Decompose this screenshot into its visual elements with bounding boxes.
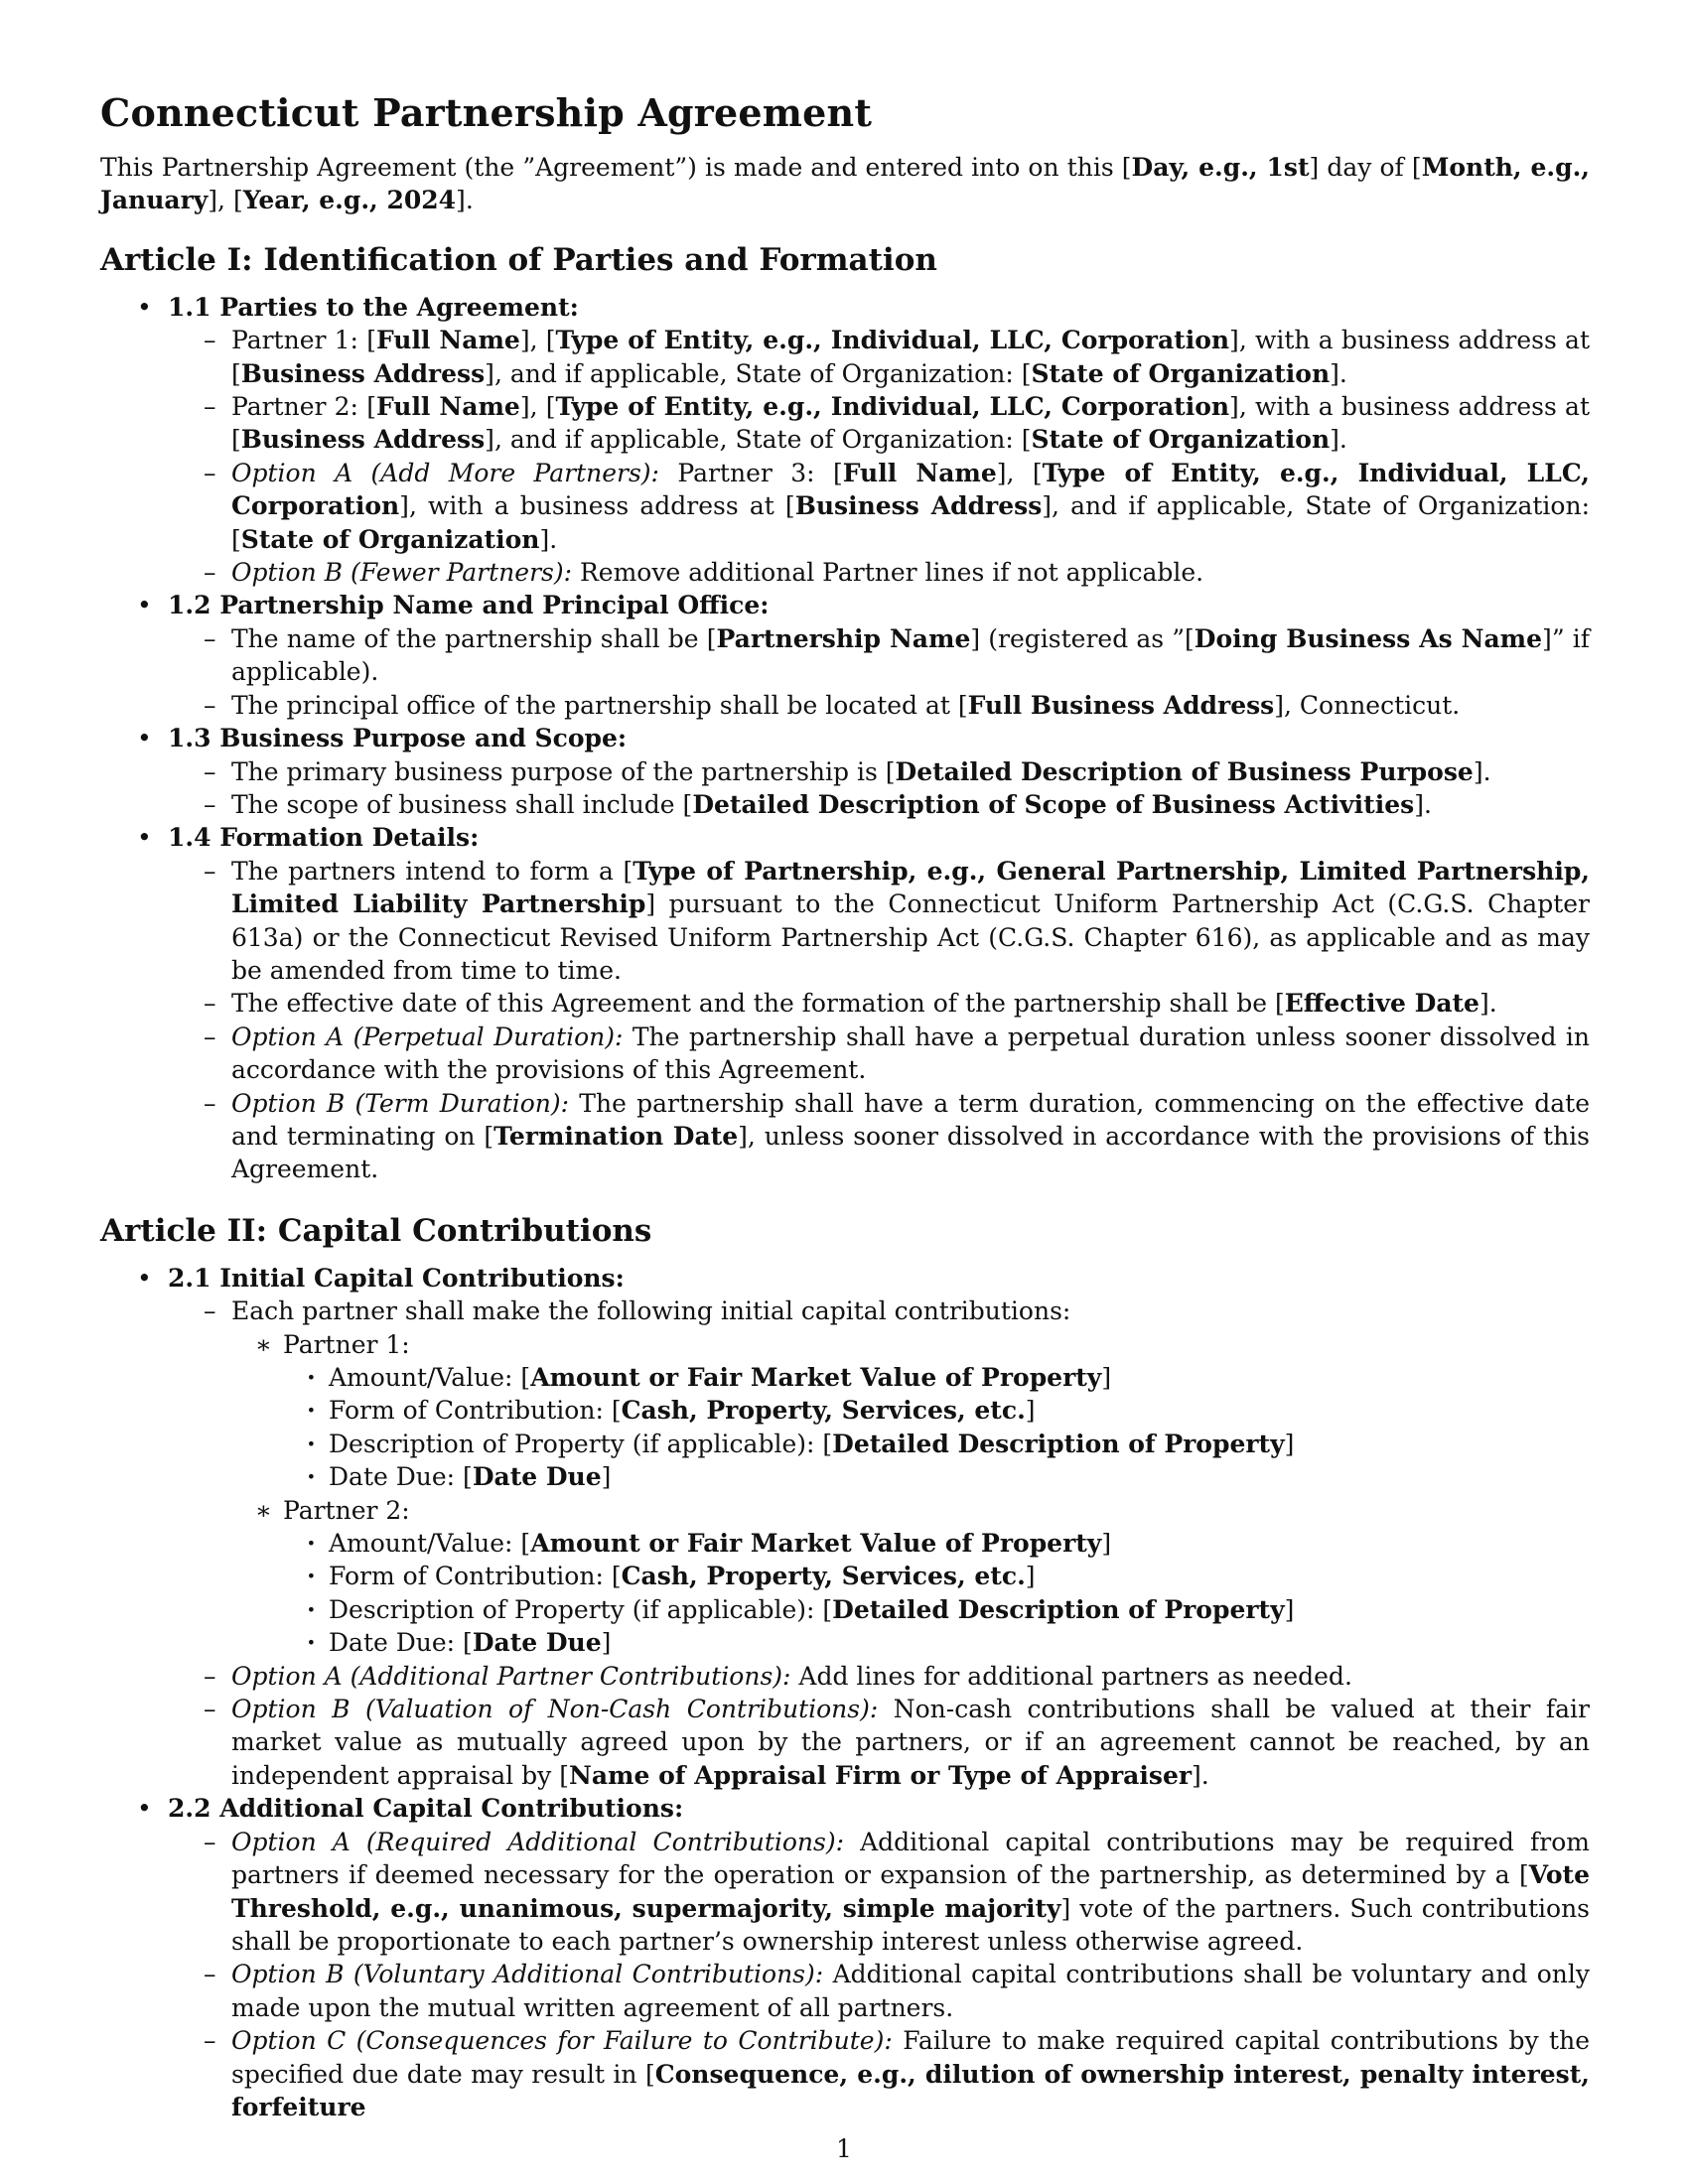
partnership-name-line: – The name of the partnership shall be [Partnership Name] (registered as ”[Doing Business As Name]” if applicable). xyxy=(168,622,1590,689)
amount-line: · Amount/Value: [Amount or Fair Market Value of Property] xyxy=(283,1527,1590,1560)
placeholder: Full Name xyxy=(375,326,520,355)
form-line: · Form of Contribution: [Cash, Property, Services, etc.] xyxy=(283,1560,1590,1592)
principal-office-line: – The principal office of the partnership shall be located at [Full Business Address], Connecticut. xyxy=(168,689,1590,722)
section-1-3 xyxy=(100,722,1590,821)
option-label: Option A (Additional Partner Contributions): xyxy=(231,1661,791,1691)
intro-paragraph: This Partnership Agreement (the ”Agreement”) is made and entered into on this [Day, e.g., 1st] day of [Month, e.g., January], [Year, e.g., 2024]. xyxy=(100,153,1590,215)
section-heading: 1.2 Partnership Name and Principal Office: xyxy=(168,591,770,620)
section-1-4 xyxy=(100,821,1590,1185)
section-2-2 xyxy=(100,1792,1590,2123)
section-1-1 xyxy=(100,291,1590,590)
section-items xyxy=(104,755,1590,822)
placeholder: Amount or Fair Market Value of Property xyxy=(530,1363,1102,1392)
section-2-1 xyxy=(100,1262,1590,1793)
placeholder: Date Due xyxy=(472,1462,602,1492)
option-label: Option B (Voluntary Additional Contributions): xyxy=(231,1960,824,1989)
partner-2-line: – Partner 2: [Full Name], [Type of Entity, e.g., Individual, LLC, Corporation], with a business address at [Business Address], and if applicable, State of Organization: [State of Organization]. xyxy=(168,390,1590,457)
article-2-heading: Article II: Capital Contributions xyxy=(100,1212,652,1249)
option-b-term: – Option B (Term Duration): The partnership shall have a term duration, commencing on the effective date and terminating on [Termination Date], unless sooner dissolved in accordance with the provisions of this Agreement. xyxy=(168,1087,1590,1186)
contribution-details xyxy=(283,1527,1590,1660)
initial-contributions-intro: – Each partner shall make the following initial capital contributions: ∗ Partner 1: · Amount/Value: [Amount or Fair Market Value of Property] · Form of Contribution: [Cash, Property, Services, etc.] · Description of Property (if applicable): [Detailed Description of Property] · Date Due: [Date Due] ∗ Partner 2: · Amount/Value: [Amount or Fair Market Value of Property] · Form of Contribution: [Cash, Property, Services, etc.] · Description of Property (if applicable): [Detailed Description of Property] · Date Due: [Date Due] xyxy=(168,1295,1590,1659)
section-items xyxy=(104,324,1590,589)
section-items xyxy=(104,855,1590,1186)
placeholder: Type of Entity, e.g., Individual, LLC, Corporation xyxy=(231,458,1590,521)
article-2-sections xyxy=(100,1262,1590,2124)
section-1-2 xyxy=(100,589,1590,722)
description-line: · Description of Property (if applicable): [Detailed Description of Property] xyxy=(283,1593,1590,1626)
section-heading: 1.1 Parties to the Agreement: xyxy=(168,292,579,322)
placeholder: Business Address xyxy=(240,425,486,455)
placeholder: State of Organization xyxy=(1031,358,1331,388)
placeholder: Full Name xyxy=(842,458,997,487)
placeholder: Detailed Description of Scope of Business Activities xyxy=(692,789,1415,819)
partner-contributions xyxy=(231,1328,1590,1660)
section-items xyxy=(104,622,1590,722)
effective-date-line: – The effective date of this Agreement and the formation of the partnership shall be [Effective Date]. xyxy=(168,987,1590,1020)
year-placeholder: Year, e.g., 2024 xyxy=(242,186,457,215)
option-label: Option B (Fewer Partners): xyxy=(231,558,573,588)
placeholder: Full Name xyxy=(375,392,520,422)
placeholder: Amount or Fair Market Value of Property xyxy=(530,1529,1102,1559)
section-items xyxy=(104,1295,1590,1792)
placeholder: Cash, Property, Services, etc. xyxy=(621,1396,1026,1426)
placeholder: Termination Date xyxy=(493,1121,739,1151)
business-scope-line: – The scope of business shall include [Detailed Description of Scope of Business Activities]. xyxy=(168,788,1590,821)
option-a-more-partners: – Option A (Add More Partners): Partner 3: [Full Name], [Type of Entity, e.g., Individual, LLC, Corporation], with a business address at [Business Address], and if applicable, State of Organization: [State of Organization]. xyxy=(168,457,1590,556)
placeholder: Business Address xyxy=(794,491,1043,521)
placeholder: Partnership Name xyxy=(716,623,971,653)
placeholder: Business Address xyxy=(240,358,486,388)
section-heading: 1.3 Business Purpose and Scope: xyxy=(168,724,628,753)
section-items xyxy=(104,1826,1590,2124)
placeholder: Vote Threshold, e.g., unanimous, supermajority, simple majority xyxy=(231,1860,1590,1923)
placeholder: Cash, Property, Services, etc. xyxy=(621,1562,1026,1591)
day-placeholder: Day, e.g., 1st xyxy=(1131,153,1310,182)
option-label: Option B (Term Duration): xyxy=(231,1088,570,1118)
month-placeholder: Month, e.g., January xyxy=(100,153,1590,215)
placeholder: State of Organization xyxy=(1031,425,1331,455)
placeholder: Detailed Description of Property xyxy=(832,1429,1285,1458)
intro-text: , xyxy=(217,186,233,215)
option-a-required: – Option A (Required Additional Contributions): Additional capital contributions may be required from partners if deemed necessary for the operation or expansion of the partnership, as determined by a [Vote Threshold, e.g., unanimous, supermajority, simple majority] vote of the partners. Such contributions shall be proportionate to each partner’s ownership interest unless otherwise agreed. xyxy=(168,1826,1590,1959)
option-c-consequences: – Option C (Consequences for Failure to Contribute): Failure to make required capital contributions by the specified due date may result in [Consequence, e.g., dilution of ownership interest, penalty interest, forfeiture xyxy=(168,2024,1590,2123)
article-1-heading: Article I: Identification of Parties and Formation xyxy=(100,241,937,278)
placeholder: Name of Appraisal Firm or Type of Appraiser xyxy=(568,1760,1193,1790)
placeholder: Detailed Description of Property xyxy=(832,1594,1285,1624)
placeholder: Type of Entity, e.g., Individual, LLC, Corporation xyxy=(555,392,1230,422)
option-a-perpetual: – Option A (Perpetual Duration): The partnership shall have a perpetual duration unless sooner dissolved in accordance with the provisions of this Agreement. xyxy=(168,1021,1590,1087)
placeholder: State of Organization xyxy=(240,524,540,554)
placeholder: Type of Partnership, e.g., General Partnership, Limited Partnership, Limited Liability Partnership xyxy=(231,856,1591,919)
option-label: Option C (Consequences for Failure to Contribute): xyxy=(231,2026,893,2056)
option-b-valuation: – Option B (Valuation of Non-Cash Contributions): Non-cash contributions shall be valued at their fair market value as mutually agreed upon by the partners, or if an agreement cannot be reached, by an independent appraisal by [Name of Appraisal Firm or Type of Appraiser]. xyxy=(168,1693,1590,1792)
partnership-type-line: – The partners intend to form a [Type of Partnership, e.g., General Partnership, Limited Partnership, Limited Liability Partnership] pursuant to the Connecticut Uniform Partnership Act (C.G.S. Chapter 613a) or the Connecticut Revised Uniform Partnership Act (C.G.S. Chapter 616), as applicable and as may be amended from time to time. xyxy=(168,855,1590,988)
intro-text: This Partnership Agreement (the ”Agreement”) is made and entered into on this xyxy=(100,153,1122,182)
option-label: Option A (Perpetual Duration): xyxy=(231,1022,624,1051)
document-title: Connecticut Partnership Agreement xyxy=(100,90,873,135)
section-heading: 2.2 Additional Capital Contributions: xyxy=(168,1794,684,1824)
amount-line: · Amount/Value: [Amount or Fair Market Value of Property] xyxy=(283,1361,1590,1394)
intro-text: . xyxy=(465,186,474,215)
option-b-voluntary: – Option B (Voluntary Additional Contributions): Additional capital contributions shall be voluntary and only made upon the mutual written agreement of all partners. xyxy=(168,1958,1590,2024)
date-line: · Date Due: [Date Due] xyxy=(283,1626,1590,1659)
contribution-details xyxy=(283,1361,1590,1494)
partner-1-line: – Partner 1: [Full Name], [Type of Entity, e.g., Individual, LLC, Corporation], with a business address at [Business Address], and if applicable, State of Organization: [State of Organization]. xyxy=(168,324,1590,390)
section-heading: 2.1 Initial Capital Contributions: xyxy=(168,1263,625,1293)
option-b-fewer-partners: – Option B (Fewer Partners): Remove additional Partner lines if not applicable. xyxy=(168,556,1590,589)
section-heading: 1.4 Formation Details: xyxy=(168,823,480,853)
page-number: 1 xyxy=(836,2134,852,2163)
placeholder: Consequence, e.g., dilution of ownership interest, penalty interest, forfeiture xyxy=(231,2059,1590,2121)
document-page xyxy=(100,85,1590,2123)
business-purpose-line: – The primary business purpose of the partnership is [Detailed Description of Business Purpose]. xyxy=(168,755,1590,788)
placeholder: Date Due xyxy=(472,1628,602,1658)
option-label: Option A (Required Additional Contributions): xyxy=(231,1827,845,1856)
option-label: Option B (Valuation of Non-Cash Contributions): xyxy=(231,1695,879,1724)
intro-text: day of xyxy=(1319,153,1412,182)
option-a-additional-partners: – Option A (Additional Partner Contributions): Add lines for additional partners as needed. xyxy=(168,1660,1590,1693)
article-1-sections xyxy=(100,291,1590,1186)
placeholder: Effective Date xyxy=(1284,989,1479,1019)
placeholder: Full Business Address xyxy=(967,690,1275,720)
partner-1-contribution: ∗ Partner 1: · Amount/Value: [Amount or Fair Market Value of Property] · Form of Contribution: [Cash, Property, Services, etc.] · Description of Property (if applicable): [Detailed Description of Property] · Date Due: [Date Due] xyxy=(231,1328,1590,1494)
partner-2-contribution: ∗ Partner 2: · Amount/Value: [Amount or Fair Market Value of Property] · Form of Contribution: [Cash, Property, Services, etc.] · Description of Property (if applicable): [Detailed Description of Property] · Date Due: [Date Due] xyxy=(231,1494,1590,1660)
description-line: · Description of Property (if applicable): [Detailed Description of Property] xyxy=(283,1428,1590,1460)
placeholder: Doing Business As Name xyxy=(1194,623,1543,653)
placeholder: Detailed Description of Business Purpose xyxy=(895,756,1474,786)
placeholder: Type of Entity, e.g., Individual, LLC, Corporation xyxy=(555,326,1230,355)
option-label: Option A (Add More Partners): xyxy=(231,458,659,487)
date-line: · Date Due: [Date Due] xyxy=(283,1460,1590,1493)
form-line: · Form of Contribution: [Cash, Property, Services, etc.] xyxy=(283,1394,1590,1427)
